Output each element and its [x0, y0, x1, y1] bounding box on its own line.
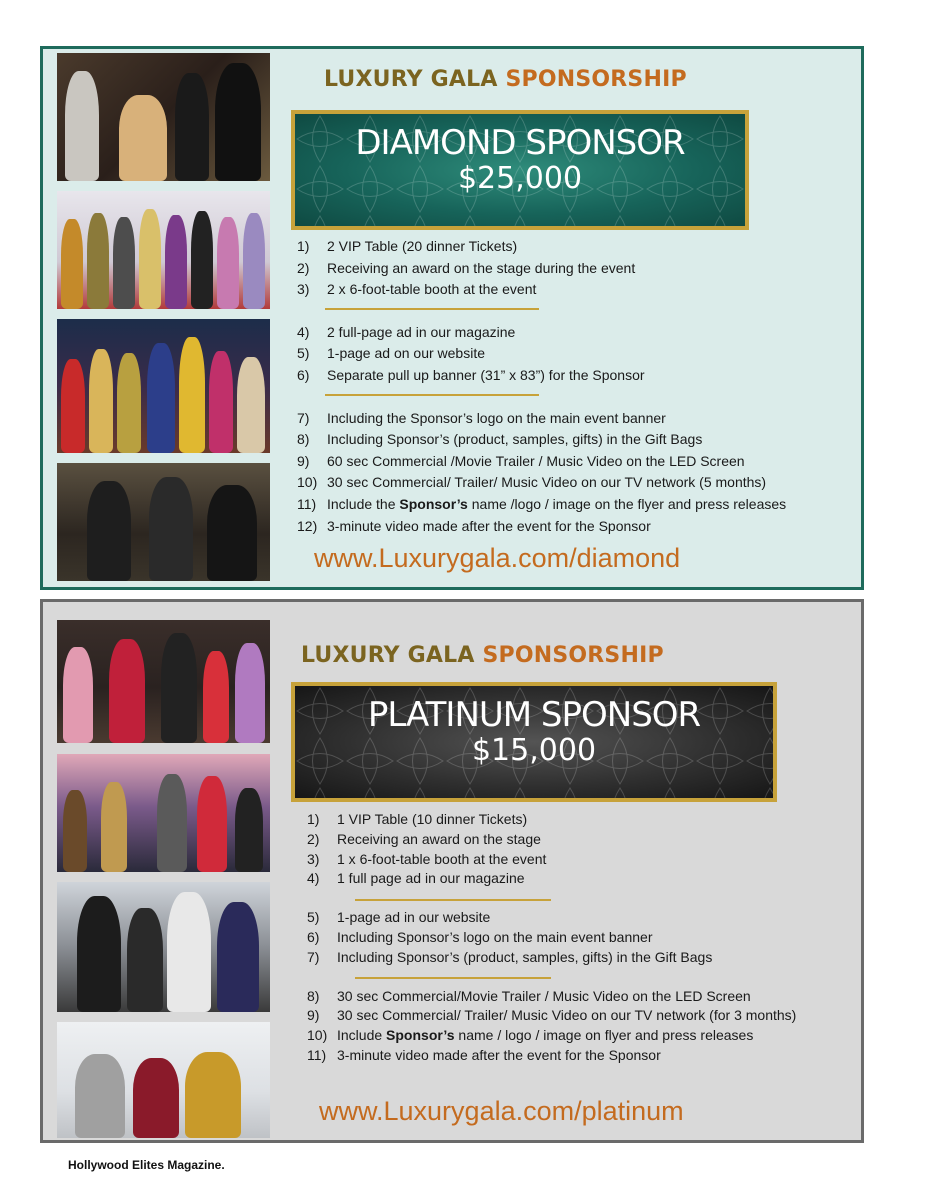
benefit-item: [307, 928, 837, 948]
diamond-benefits-list: [297, 236, 857, 537]
benefit-number: 1): [297, 238, 310, 254]
benefit-number: 4): [297, 323, 310, 340]
tier-price: $25,000: [457, 160, 583, 196]
diamond-url-link[interactable]: www.Luxurygala.com/diamond: [314, 543, 681, 573]
benefit-text-pre: Include: [337, 1027, 387, 1044]
benefit-text-bold: Sponsor’s: [399, 495, 468, 512]
benefit-number: 6): [297, 366, 310, 383]
benefit-number: 8): [297, 431, 310, 448]
gala-photo-3: [57, 319, 270, 453]
benefit-number: 5): [307, 909, 320, 926]
diamond-tier-banner: [291, 110, 749, 230]
benefit-item: [297, 472, 857, 494]
benefit-text: 30 sec Commercial/Movie Trailer / Music Video on the LED Screen: [337, 987, 751, 1004]
benefit-text: 1 VIP Table (10 dinner Tickets): [337, 811, 528, 827]
benefit-text: 1-page ad on our website: [327, 345, 485, 362]
section-divider: [325, 394, 539, 396]
benefit-text: 30 sec Commercial/ Trailer/ Music Video on our TV network (5 months): [327, 474, 767, 491]
benefit-item: [307, 830, 837, 850]
benefit-item: [297, 322, 857, 344]
heading-sponsorship: SPONSORSHIP: [505, 67, 687, 92]
benefit-item: [307, 987, 837, 1007]
benefit-text: 3-minute video made after the event for the Sponsor: [327, 517, 651, 534]
benefit-number: 3): [297, 281, 310, 298]
benefit-item: [307, 810, 837, 830]
gala-photo-4: [57, 463, 270, 581]
benefit-text: 2 VIP Table (20 dinner Tickets): [327, 238, 518, 254]
tier-price: $15,000: [471, 732, 597, 768]
magazine-footer: Hollywood Elites Magazine.: [68, 1158, 225, 1172]
benefit-text: [327, 494, 786, 516]
benefit-text: 1-page ad in our website: [337, 909, 491, 926]
platinum-heading: [301, 643, 664, 668]
benefit-item: [297, 494, 857, 516]
benefit-item: [297, 516, 857, 538]
benefit-item: [307, 850, 837, 870]
benefit-number: 8): [307, 987, 320, 1004]
gala-photo-5: [57, 620, 270, 743]
benefit-text: Including the Sponsor’s logo on the main event banner: [327, 409, 666, 426]
benefit-text: Including Sponsor’s (product, samples, gifts) in the Gift Bags: [327, 431, 703, 448]
benefit-text-pre: Include the: [327, 495, 400, 512]
tier-name: DIAMOND SPONSOR: [355, 123, 685, 163]
gala-photo-7: [57, 882, 270, 1012]
benefit-item: [297, 451, 857, 473]
heading-sponsorship: SPONSORSHIP: [482, 643, 664, 668]
benefit-number: 12): [297, 517, 318, 534]
benefit-text: Including Sponsor’s (product, samples, gifts) in the Gift Bags: [337, 948, 713, 965]
benefit-item: [297, 279, 857, 301]
platinum-benefits-list: [307, 810, 837, 1066]
benefit-number: 1): [307, 811, 320, 827]
benefit-text: Including Sponsor’s logo on the main event banner: [337, 928, 653, 945]
section-divider: [325, 308, 539, 310]
benefit-number: 2): [307, 830, 320, 847]
benefit-item: [307, 948, 837, 968]
benefit-item: [307, 908, 837, 928]
section-divider: [355, 899, 551, 901]
benefit-item: [297, 343, 857, 365]
benefit-item: [307, 1046, 837, 1066]
benefit-text: Separate pull up banner (31” x 83”) for the Sponsor: [327, 366, 645, 383]
benefit-number: 6): [307, 928, 320, 945]
benefit-text: [337, 1026, 753, 1046]
benefit-number: 5): [297, 345, 310, 362]
benefit-text: Receiving an award on the stage: [337, 830, 541, 847]
benefit-item: [297, 429, 857, 451]
benefit-number: 9): [297, 452, 310, 469]
benefit-text: 1 full page ad in our magazine: [337, 870, 525, 887]
benefit-text: 2 full-page ad in our magazine: [327, 323, 516, 340]
benefit-number: 7): [297, 409, 310, 426]
benefit-text: 2 x 6-foot-table booth at the event: [327, 281, 537, 298]
gala-photo-8: [57, 1022, 270, 1138]
benefit-item: [297, 236, 857, 258]
gala-photo-6: [57, 754, 270, 872]
gala-photo-2: [57, 191, 270, 309]
benefit-number: 11): [307, 1046, 327, 1063]
benefit-item: [307, 869, 837, 889]
benefit-number: 10): [297, 474, 318, 491]
heading-luxury-gala: LUXURY GALA: [301, 643, 475, 668]
platinum-url-link[interactable]: www.Luxurygala.com/platinum: [319, 1096, 684, 1126]
benefit-number: 9): [307, 1007, 320, 1024]
benefit-number: 3): [307, 850, 320, 867]
benefit-item: [297, 408, 857, 430]
benefit-item: [297, 258, 857, 280]
benefit-text-bold: Sponsor’s: [386, 1027, 455, 1044]
benefit-item: [297, 365, 857, 387]
diamond-heading: [324, 67, 687, 92]
heading-luxury-gala: LUXURY GALA: [324, 67, 498, 92]
benefit-number: 10): [307, 1027, 328, 1044]
platinum-tier-banner: [291, 682, 777, 802]
benefit-text-post: name /logo / image on the flyer and press releases: [467, 495, 787, 512]
benefit-item: [307, 1006, 837, 1026]
benefit-number: 11): [297, 495, 317, 512]
benefit-item: [307, 1026, 837, 1046]
benefit-text: 60 sec Commercial /Movie Trailer / Music Video on the LED Screen: [327, 452, 745, 469]
benefit-text: 3-minute video made after the event for the Sponsor: [337, 1046, 661, 1063]
benefit-text: Receiving an award on the stage during the event: [327, 259, 636, 276]
benefit-number: 7): [307, 948, 320, 965]
section-divider: [355, 977, 551, 979]
benefit-text-post: name / logo / image on flyer and press releases: [454, 1027, 754, 1044]
benefit-number: 2): [297, 259, 310, 276]
diamond-sponsor-panel: [40, 46, 864, 590]
platinum-sponsor-panel: [40, 599, 864, 1143]
gala-photo-1: [57, 53, 270, 181]
benefit-text: 1 x 6-foot-table booth at the event: [337, 850, 547, 867]
benefit-number: 4): [307, 870, 320, 887]
benefit-text: 30 sec Commercial/ Trailer/ Music Video on our TV network (for 3 months): [337, 1007, 797, 1024]
tier-name: PLATINUM SPONSOR: [367, 695, 701, 735]
